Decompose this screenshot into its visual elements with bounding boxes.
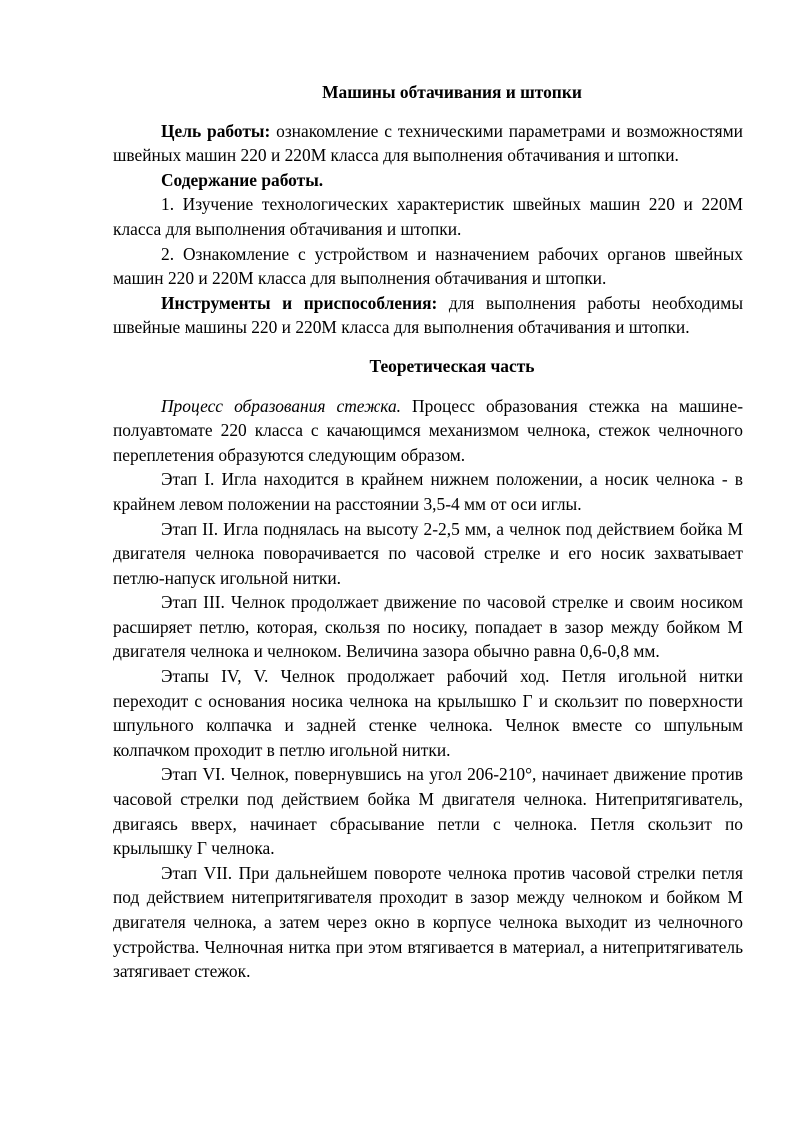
tools-paragraph bbox=[113, 291, 743, 340]
document-title: Машины обтачивания и штопки bbox=[322, 82, 582, 102]
document-page bbox=[113, 80, 743, 984]
tools-text: для выполнения работы необходимы швейные машины 220 и 220М класса для выполнения обтачивания и штопки. bbox=[113, 292, 743, 338]
content-item: 1. Изучение технологических характеристик швейных машин 220 и 220М класса для выполнения обтачивания и штопки. bbox=[113, 194, 743, 239]
content-item: 2. Ознакомление с устройством и назначением рабочих органов швейных машин 220 и 220М класса для выполнения обтачивания и штопки. bbox=[113, 243, 743, 289]
stage-paragraph: Этап II. Игла поднялась на высоту 2-2,5 мм, а челнок под действием бойка М двигателя челнока поворачивается по часовой стрелке и его носик захватывает петлю-напуск игольной нитки. bbox=[113, 518, 743, 588]
content-heading bbox=[113, 168, 743, 193]
process-paragraph bbox=[113, 394, 743, 468]
stage-paragraph: Этап VI. Челнок, повернувшись на угол 206-210°, начинает движение против часовой стрелки под действием бойка М двигателя челнока. Нитепритягиватель, двигаясь вверх, начинает сбрасывание петли с челнока. Петля скользит по крылышку Г челнока. bbox=[113, 764, 743, 859]
tools-label: Инструменты и приспособления: bbox=[161, 292, 438, 313]
stage-paragraph: Этап I. Игла находится в крайнем нижнем положении, а носик челнока - в крайнем левом положении на расстоянии 3,5-4 мм от оси иглы. bbox=[113, 469, 743, 514]
process-label: Процесс образования стежка. bbox=[161, 395, 401, 416]
goal-paragraph bbox=[113, 119, 743, 168]
content-heading-text: Содержание работы. bbox=[161, 169, 324, 190]
goal-label: Цель работы: bbox=[161, 120, 271, 141]
goal-text: ознакомление с техническими параметрами и возможностями швейных машин 220 и 220М класса для выполнения обтачивания и штопки. bbox=[113, 120, 743, 166]
stage-paragraph: Этап III. Челнок продолжает движение по часовой стрелке и своим носиком расширяет петлю, которая, скользя по носику, попадает в зазор между бойком М двигателя челнока и челноком. Величина зазора обычно равна 0,6-0,8 мм. bbox=[113, 592, 743, 662]
theory-heading: Теоретическая часть bbox=[369, 355, 535, 376]
stage-paragraph: Этап VII. При дальнейшем повороте челнока против часовой стрелки петля под действием нитепритягивателя проходит в зазор между челноком и бойком М двигателя челнока, а затем через окно в корпусе челнока выходит из челночного устройства. Челночная нитка при этом втягивается в материал, а нитепритягиватель затягивает стежок. bbox=[113, 862, 743, 982]
process-text: Процесс образования стежка на машине-полуавтомате 220 класса с качающимся механизмом челнока, стежок челночного переплетения образуются следующим образом. bbox=[113, 395, 743, 465]
stage-paragraph: Этапы IV, V. Челнок продолжает рабочий ход. Петля игольной нитки переходит с основания носика челнока на крылышко Г и скользит по поверхности шпульного колпачка и задней стенке челнока. Челнок вместе со шпульным колпачком проходит в петлю игольной нитки. bbox=[113, 666, 743, 760]
